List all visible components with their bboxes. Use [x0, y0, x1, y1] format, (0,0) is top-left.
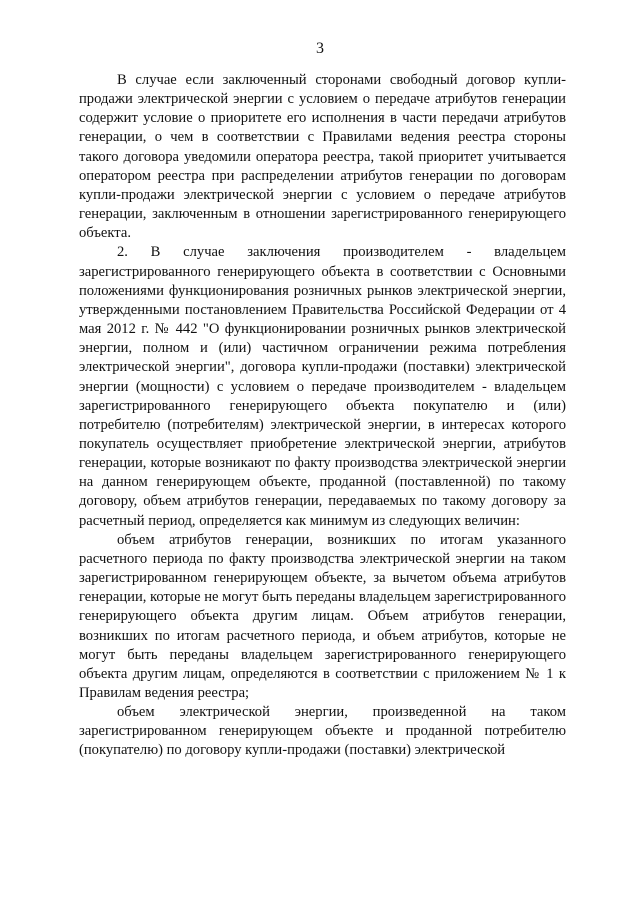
- paragraph-priority-condition: В случае если заключенный сторонами свободный договор купли-продажи электрической энергии с условием о передаче атрибутов генерации содержит условие о приоритете его исполнения в части передачи атрибутов генерации, о чем в соответствии с Правилами ведения реестра стороны такого договора уведомили оператора реестра, такой приоритет учитывается оператором реестра при распределении атрибутов генерации по договорам купли-продажи электрической энергии с условием о передаче атрибутов генерации, заключенным в отношении зарегистрированного генерирующего объекта.: [79, 72, 566, 242]
- paragraph-item-2: 2. В случае заключения производителем - владельцем зарегистрированного генерирующего объекта в соответствии с Основными положениями функционирования розничных рынков электрической энергии, утвержденными постановлением Правительства Российской Федерации от 4 мая 2012 г. № 442 "О функционировании розничных рынков электрической энергии, полном и (или) частичном ограничении режима потребления электрической энергии", договора купли-продажи (поставки) электрической энергии (мощности) с условием о передаче производителем - владельцем зарегистрированного генерирующего объекта покупателю и (или) потребителю (потребителям) электрической энергии, в интересах которого покупатель осуществляет приобретение электрической энергии, атрибутов генерации, которые возникают по факту производства электрической энергии на данном генерирующем объекте, проданной (поставленной) по такому договору, объем атрибутов генерации, передаваемых по такому договору за расчетный период, определяется как минимум из следующих величин:: [79, 244, 566, 529]
- paragraph-generation-attributes-volume: объем атрибутов генерации, возникших по итогам указанного расчетного периода по факту производства электрической энергии на таком зарегистрированном генерирующем объекте, за вычетом объема атрибутов генерации, которые не могут быть переданы владельцем зарегистрированного генерирующего объекта другим лицам. Объем атрибутов генерации, возникших по итогам расчетного периода, и объем атрибутов, которые не могут быть переданы владельцем зарегистрированного генерирующего объекта другим лицам, определяются в соответствии с приложением № 1 к Правилам ведения реестра;: [79, 531, 566, 701]
- paragraph-electricity-volume: объем электрической энергии, произведенной на таком зарегистрированном генерирующем объекте и проданной потребителю (покупателю) по договору купли-продажи (поставки) электрической: [79, 704, 566, 759]
- page-number: 3: [316, 40, 324, 57]
- document-body: [79, 71, 566, 761]
